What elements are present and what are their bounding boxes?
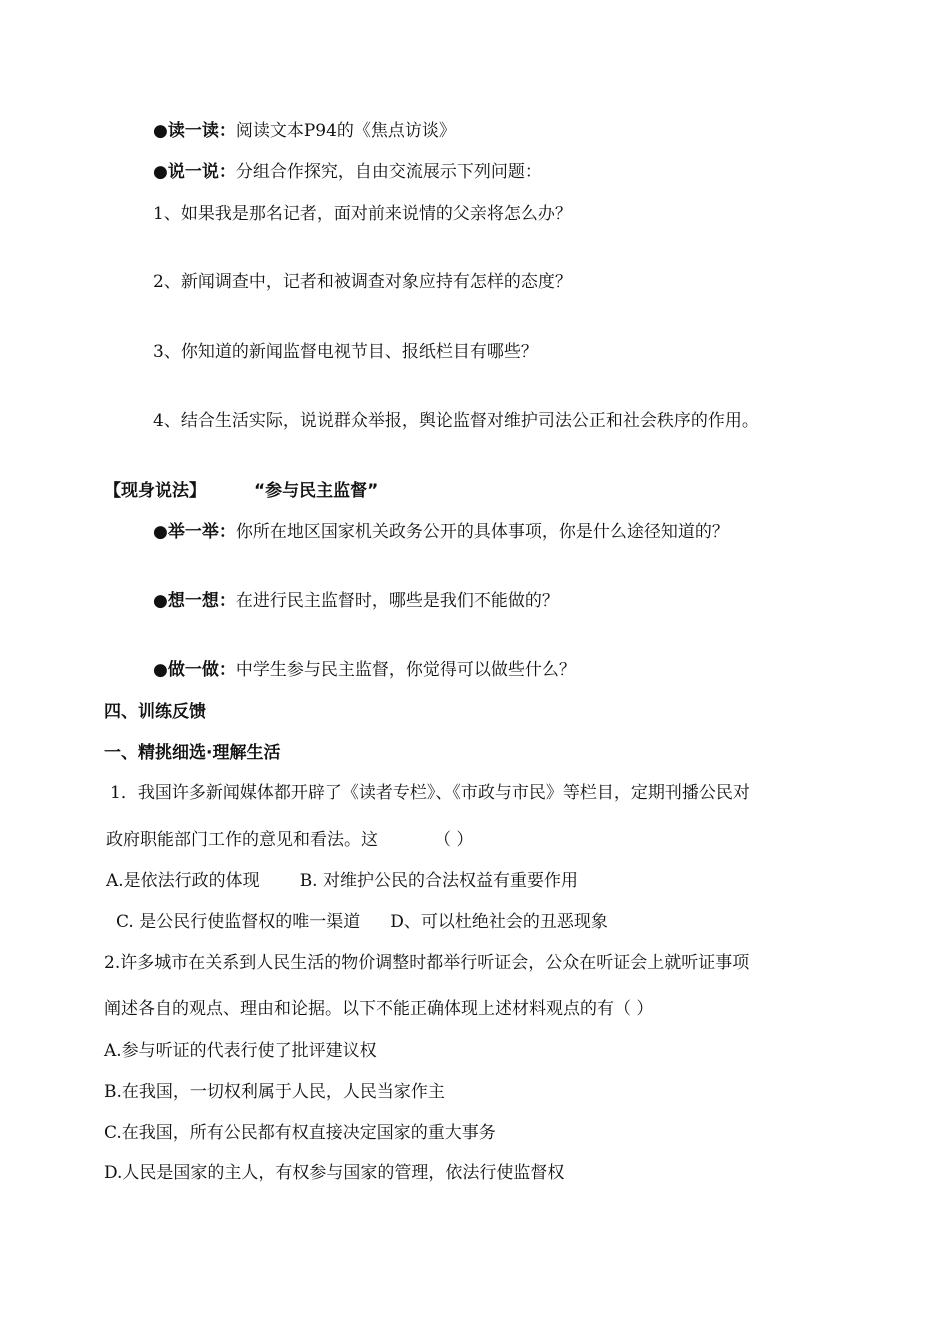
activity-text: 在进行民主监督时，哪些是我们不能做的？ xyxy=(235,591,559,611)
reading-line xyxy=(153,120,456,142)
q1-option-a: A.是依法行政的体现 xyxy=(106,871,260,891)
section-live-title: “参与民主监督” xyxy=(254,481,379,501)
bullet-icon: ● xyxy=(153,591,168,611)
q1-options-cd xyxy=(116,911,608,933)
q1-stem: 政府职能部门工作的意见和看法。这 xyxy=(106,830,378,850)
section-live-label: 【现身说法】 xyxy=(104,481,206,501)
q2-option-b: B.在我国，一切权利属于人民，人民当家作主 xyxy=(104,1082,445,1102)
q1-option-c: C. 是公民行使监督权的唯一渠道 xyxy=(116,912,361,932)
q1-option-d: D、可以杜绝社会的丑恶现象 xyxy=(390,912,608,932)
speaking-line xyxy=(153,161,542,183)
section-four-heading: 四、训练反馈 xyxy=(104,702,206,722)
activity-label: 想一想： xyxy=(167,591,236,611)
bullet-icon: ● xyxy=(153,121,168,141)
question-1: 1、如果我是那名记者，面对前来说情的父亲将怎么办？ xyxy=(153,204,572,224)
q2-line-2: 阐述各自的观点、理由和论据。以下不能正确体现上述材料观点的有（ ） xyxy=(104,999,654,1019)
activity-think xyxy=(153,590,559,612)
reading-text: 阅读文本P94的《焦点访谈》 xyxy=(235,121,456,141)
q1-option-b: B. 对维护公民的合法权益有重要作用 xyxy=(299,871,578,891)
question-2: 2、新闻调查中，记者和被调查对象应持有怎样的态度？ xyxy=(153,272,572,292)
section-live-heading xyxy=(104,480,378,502)
bullet-icon: ● xyxy=(153,162,168,182)
bullet-icon: ● xyxy=(153,522,168,542)
q2-line-1: 2.许多城市在关系到人民生活的物价调整时都举行听证会，公众在听证会上就听证事项 xyxy=(104,953,750,973)
speaking-text: 分组合作探究，自由交流展示下列问题： xyxy=(235,162,542,182)
speaking-label: 说一说： xyxy=(167,162,236,182)
activity-text: 中学生参与民主监督，你觉得可以做些什么？ xyxy=(235,660,576,680)
activity-text: 你所在地区国家机关政务公开的具体事项，你是什么途径知道的？ xyxy=(235,522,729,542)
reading-label: 读一读： xyxy=(167,121,236,141)
q1-line-2 xyxy=(106,829,473,851)
question-4: 4、结合生活实际，说说群众举报，舆论监督对维护司法公正和社会秩序的作用。 xyxy=(153,411,759,431)
bullet-icon: ● xyxy=(153,660,168,680)
section-one-heading: 一、精挑细选·理解生活 xyxy=(104,743,281,763)
q1-options-ab xyxy=(106,870,578,892)
activity-do xyxy=(153,659,576,681)
q2-option-a: A.参与听证的代表行使了批评建议权 xyxy=(104,1041,377,1061)
q1-line-1: 1．我国许多新闻媒体都开辟了《读者专栏》、《市政与市民》等栏目，定期刊播公民对 xyxy=(110,783,750,803)
activity-label: 做一做： xyxy=(167,660,236,680)
q2-option-c: C.在我国，所有公民都有权直接决定国家的重大事务 xyxy=(104,1123,496,1143)
activity-label: 举一举： xyxy=(167,522,236,542)
q2-option-d: D.人民是国家的主人，有权参与国家的管理，依法行使监督权 xyxy=(104,1163,565,1183)
question-3: 3、你知道的新闻监督电视节目、报纸栏目有哪些？ xyxy=(153,342,538,362)
q1-answer-paren: （ ） xyxy=(434,830,474,850)
activity-raise xyxy=(153,521,729,543)
